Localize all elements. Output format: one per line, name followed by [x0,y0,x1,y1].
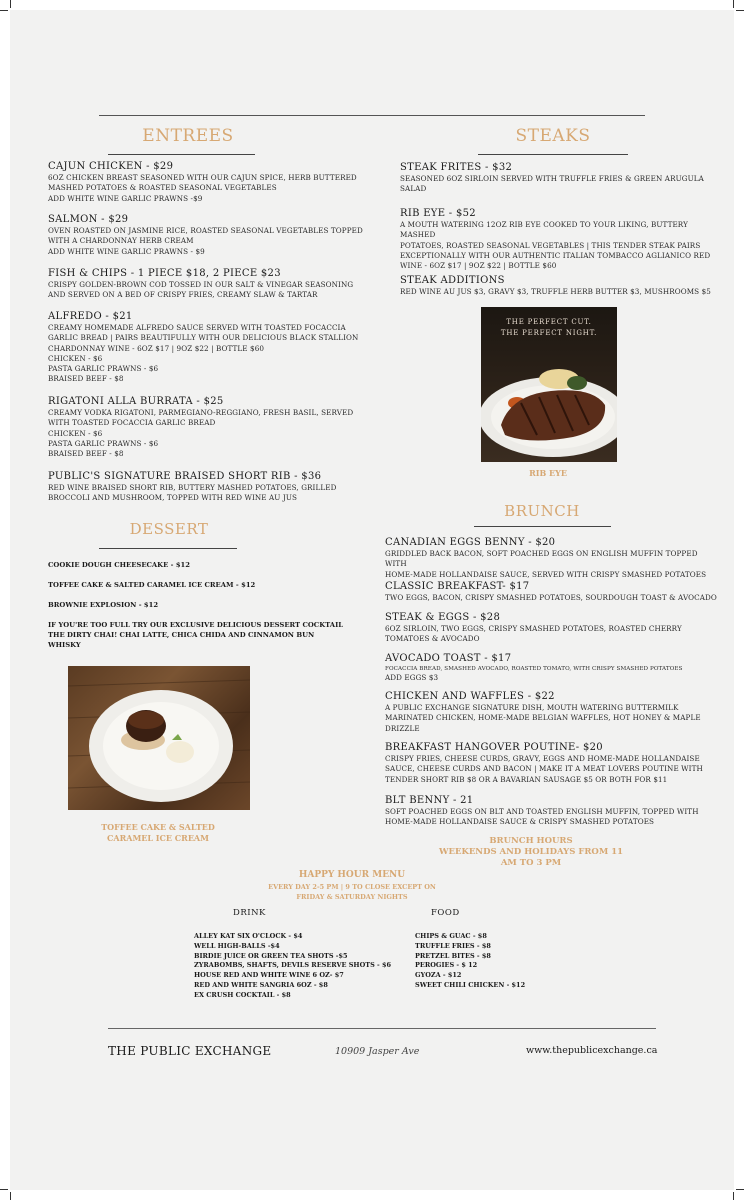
restaurant-address: 10909 Jasper Ave [335,1046,420,1057]
crop-mark [733,1192,734,1200]
item-title: CHICKEN AND WAFFLES - $22 [385,691,555,702]
item-desc: TOMATOES & AVOCADO [385,634,480,644]
brunch-heading: BRUNCH [504,502,580,520]
item-desc: A PUBLIC EXCHANGE SIGNATURE DISH, MOUTH WATERING BUTTERMILK [385,703,679,712]
tagline-line: THE PERFECT CUT. [506,318,592,326]
food-item: GYOZA - $12 [415,971,462,980]
drink-list [194,932,404,1001]
item-title: RIB EYE - $52 [400,208,476,219]
item-desc: RED WINE BRAISED SHORT RIB, BUTTERY MASHED POTATOES, GRILLED [48,483,337,492]
item-title: AVOCADO TOAST - $17 [385,653,512,664]
item-desc: CRISPY FRIES, CHEESE CURDS, GRAVY, EGGS AND HOME-MADE HOLLANDAISE [385,754,700,763]
hours-line: BRUNCH HOURS [489,836,573,846]
brunch-item [385,537,720,580]
crop-mark [10,1192,11,1200]
item-desc: SALAD [400,184,427,194]
item-desc: OVEN ROASTED ON JASMINE RICE, ROASTED SEASONAL VEGETABLES TOPPED [48,226,363,235]
entree-item [48,268,368,301]
item-desc: HOME-MADE HOLLANDAISE SAUCE, SERVED WITH CRISPY SMASHED POTATOES [385,569,707,579]
item-desc: GARLIC BREAD | PAIRS BEAUTIFULLY WITH OUR DELICIOUS BLACK STALLION [48,333,359,343]
steak-item [400,275,720,297]
hours-line: WEEKENDS AND HOLIDAYS FROM 11 [438,847,624,857]
item-desc: WITH TOASTED FOCACCIA GARLIC BREAD [48,418,216,428]
item-desc: HOME-MADE HOLLANDAISE SAUCE & CRISPY SMASHED POTATOES [385,817,655,827]
item-title: STEAK & EGGS - $28 [385,612,501,623]
item-desc: ADD WHITE WINE GARLIC PRAWNS -$9 [48,193,203,203]
item-desc: FOCACCIA BREAD, SMASHED AVOCADO, ROASTED TOMATO, WITH CRISPY SMASHED POTATOES [385,666,683,672]
entree-item [48,161,368,204]
item-desc: AND SERVED ON A BED OF CRISPY FRIES, CREAMY SLAW & TARTAR [48,290,318,300]
dessert-underline [99,548,237,549]
steaks-heading: STEAKS [515,126,591,146]
subtitle-line: FRIDAY & SATURDAY NIGHTS [296,893,408,901]
toffee-cake-photo [68,666,250,810]
item-desc: 6OZ CHICKEN BREAST SEASONED WITH OUR CAJUN SPICE, HERB BUTTERED [48,173,357,182]
item-desc: CHARDONNAY WINE - 6OZ $17 | 9OZ $22 | BOTTLE $60 [48,343,265,353]
item-desc: CRISPY GOLDEN-BROWN COD TOSSED IN OUR SALT & VINEGAR SEASONING [48,280,354,289]
item-desc: SAUCE, CHEESE CURDS AND BACON | MAKE IT A MEAT LOVERS POUTINE WITH [385,764,703,774]
brunch-item [385,612,720,645]
cocktail-line: THE DIRTY CHAI! CHAI LATTE, CHICA CHIDA AND CINNAMON BUN [48,631,315,639]
dessert-cocktail [48,620,348,650]
dessert-item: TOFFEE CAKE & SALTED CARAMEL ICE CREAM - $12 [48,581,256,589]
food-item: TRUFFLE FRIES - $8 [415,941,491,950]
crop-mark [736,1189,744,1190]
drink-label: DRINK [233,908,266,918]
dessert-list [48,560,348,650]
dessert-photo-caption [78,822,238,844]
food-item: PEROGIES - $ 12 [415,961,478,970]
happy-hour-heading: HAPPY HOUR MENU [298,870,406,880]
item-title: BLT BENNY - 21 [385,795,474,806]
dessert-heading: DESSERT [129,520,209,538]
footer-divider [108,1028,656,1029]
item-desc: CREAMY HOMEMADE ALFREDO SAUCE SERVED WITH TOASTED FOCACCIA [48,323,346,332]
entree-item [48,396,368,459]
item-desc: POTATOES, ROASTED SEASONAL VEGETABLES | THIS TENDER STEAK PAIRS [400,240,701,250]
item-desc: SEASONED 6OZ SIRLOIN SERVED WITH TRUFFLE FRIES & GREEN ARUGULA [400,174,704,183]
item-desc: BROCCOLI AND MUSHROOM, TOPPED WITH RED WINE AU JUS [48,493,298,503]
crop-mark [0,1189,8,1190]
website-link[interactable]: www.thepublicexchange.ca [526,1045,658,1056]
cocktail-line: WHISKY [48,641,81,649]
item-desc: 6OZ SIRLOIN, TWO EGGS, CRISPY SMASHED POTATOES, ROASTED CHERRY [385,624,682,633]
food-list [415,932,575,991]
caption-line: CARAMEL ICE CREAM [107,833,209,843]
item-title: BREAKFAST HANGOVER POUTINE- $20 [385,742,603,753]
food-item: CHIPS & GUAC - $8 [415,932,487,940]
item-desc: ADD EGGS $3 [385,673,439,682]
entree-item [48,214,368,257]
item-desc: CHICKEN - $6 [48,428,103,438]
item-desc: BRAISED BEEF - $8 [48,449,124,459]
drink-item: BIRDIE JUICE OR GREEN TEA SHOTS -$5 [194,951,348,960]
item-desc: WITH A CHARDONNAY HERB CREAM [48,236,194,246]
item-desc: MASHED POTATOES & ROASTED SEASONAL VEGETABLES [48,183,277,193]
item-desc: BRAISED BEEF - $8 [48,374,124,384]
entree-item [48,471,368,504]
caption-line: TOFFEE CAKE & SALTED [101,822,215,832]
food-label: FOOD [431,908,460,918]
item-desc: DRIZZLE [385,723,420,733]
item-desc: PASTA GARLIC PRAWNS - $6 [48,364,159,374]
item-title: RIGATONI ALLA BURRATA - $25 [48,396,224,407]
drink-item: WELL HIGH-BALLS -$4 [194,941,280,950]
item-title: STEAK FRITES - $32 [400,162,513,173]
item-title: CANADIAN EGGS BENNY - $20 [385,537,556,548]
steak-item [400,162,720,195]
crop-mark [0,10,8,11]
restaurant-name: THE PUBLIC EXCHANGE [108,1044,272,1058]
cocktail-line: IF YOU'RE TOO FULL TRY OUR EXCLUSIVE DELICIOUS DESSERT COCKTAIL [48,621,344,629]
item-title: PUBLIC'S SIGNATURE BRAISED SHORT RIB - $36 [48,471,322,482]
item-desc: SOFT POACHED EGGS ON BLT AND TOASTED ENGLISH MUFFIN, TOPPED WITH [385,807,699,816]
rib-eye-photo [481,307,617,462]
toffee-cake-illustration [68,666,250,810]
brunch-item [385,691,720,734]
drink-item: EX CRUSH COCKTAIL - $8 [194,990,291,999]
crop-mark [10,0,11,8]
item-desc: RED WINE AU JUS $3, GRAVY $3, TRUFFLE HERB BUTTER $3, MUSHROOMS $5 [400,287,711,296]
dessert-item: BROWNIE EXPLOSION - $12 [48,601,159,609]
food-item: PRETZEL BITES - $8 [415,951,491,960]
item-title: FISH & CHIPS - 1 PIECE $18, 2 PIECE $23 [48,268,281,279]
item-desc: EXCEPTIONALLY WITH OUR AUTHENTIC ITALIAN TOMBACCO AGLIANICO RED [400,250,711,260]
item-desc: GRIDDLED BACK BACON, SOFT POACHED EGGS ON ENGLISH MUFFIN TOPPED WITH [385,549,698,569]
drink-item: RED AND WHITE SANGRIA 6OZ - $8 [194,980,328,989]
brunch-item [385,581,720,603]
item-desc: TWO EGGS, BACON, CRISPY SMASHED POTATOES, SOURDOUGH TOAST & AVOCADO [385,593,717,602]
drink-item: HOUSE RED AND WHITE WINE 6 OZ- $7 [194,971,344,980]
item-desc: MARINATED CHICKEN, HOME-MADE BELGIAN WAFFLES, HOT HONEY & MAPLE [385,713,701,723]
item-desc: PASTA GARLIC PRAWNS - $6 [48,438,159,448]
food-item: SWEET CHILI CHICKEN - $12 [415,980,526,989]
entrees-heading: ENTREES [142,126,234,146]
item-desc: CHICKEN - $6 [48,353,103,363]
entree-item [48,311,368,385]
item-title: CAJUN CHICKEN - $29 [48,161,174,172]
brunch-hours [431,836,631,869]
brunch-item [385,795,720,828]
steak-item [400,208,720,271]
item-desc: A MOUTH WATERING 12OZ RIB EYE COOKED TO YOUR LIKING, BUTTERY MASHED [400,220,688,240]
item-title: CLASSIC BREAKFAST- $17 [385,581,530,592]
item-title: STEAK ADDITIONS [400,275,505,286]
photo-tagline [481,317,617,339]
entrees-underline [108,154,255,155]
happy-hour-subtitle [252,882,452,902]
drink-item: ALLEY KAT SIX O'CLOCK - $4 [194,932,303,940]
brunch-item [385,653,720,683]
item-desc: ADD WHITE WINE GARLIC PRAWNS - $9 [48,246,205,256]
brunch-underline [474,526,611,527]
hours-line: AM TO 3 PM [500,858,562,868]
item-title: SALMON - $29 [48,214,129,225]
item-desc: CREAMY VODKA RIGATONI, PARMEGIANO-REGGIANO, FRESH BASIL, SERVED [48,408,354,417]
subtitle-line: EVERY DAY 2-5 PM | 9 TO CLOSE EXCEPT ON [268,883,436,891]
brunch-item [385,742,720,785]
item-desc: TENDER SHORT RIB $8 OR A BAVARIAN SAUSAGE $5 OR BOTH FOR $11 [385,774,668,784]
dessert-item: COOKIE DOUGH CHEESECAKE - $12 [48,561,191,569]
crop-mark [733,0,734,8]
rib-eye-caption: RIB EYE [529,468,567,478]
steaks-underline [478,154,628,155]
item-title: ALFREDO - $21 [48,311,133,322]
item-desc: WINE - 6OZ $17 | 9OZ $22 | BOTTLE $60 [400,261,557,271]
top-divider [99,115,645,116]
tagline-line: THE PERFECT NIGHT. [500,329,598,337]
crop-mark [736,10,744,11]
drink-item: ZYRABOMBS, SHAFTS, DEVILS RESERVE SHOTS - $6 [194,961,392,970]
